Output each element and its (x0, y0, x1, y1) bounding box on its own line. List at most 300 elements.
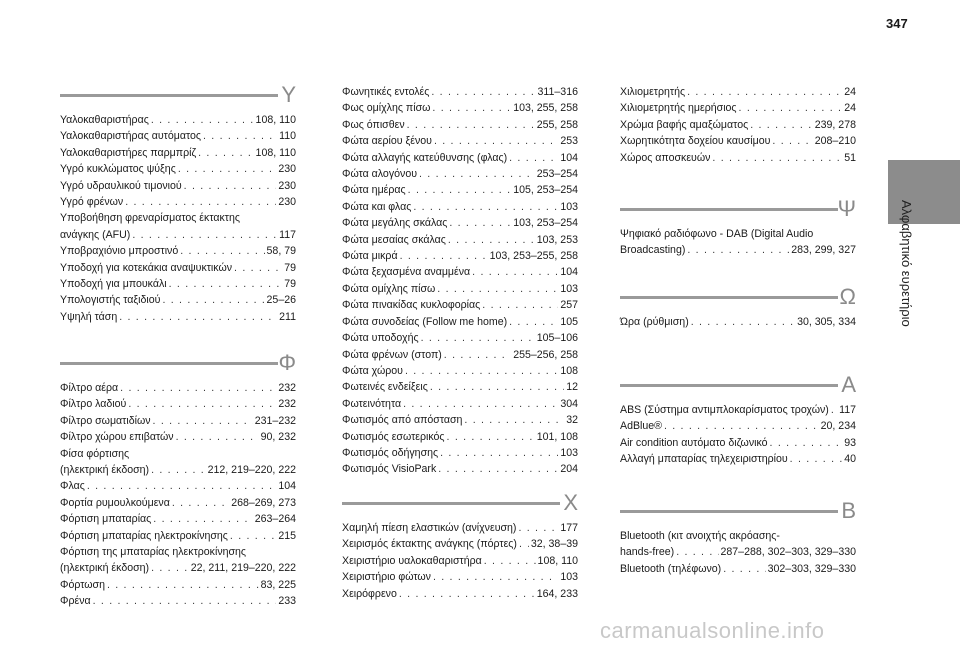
entry-leader-dots (176, 429, 259, 445)
index-entry (342, 100, 578, 116)
entry-page-refs: 177 (560, 522, 578, 534)
entry-term: Φώτα μικρά (342, 250, 398, 263)
entry-page-refs: 232 (278, 382, 296, 394)
entry-term: Φωνητικές εντολές (342, 86, 430, 98)
entry-page-refs: 230 (278, 196, 296, 209)
entry-term: Φωτισμός εσωτερικός (342, 430, 445, 443)
entry-term: Αλλαγή μπαταρίας τηλεχειριστηρίου (620, 453, 788, 466)
entry-leader-dots (430, 379, 564, 395)
entry-page-refs: 103, 253 (536, 233, 578, 246)
index-section-phi (60, 350, 296, 610)
entry-page-refs: 93 (844, 436, 856, 449)
entry-term: Φώτα υποδοχής (342, 332, 419, 345)
entry-page-refs: 40 (844, 453, 856, 466)
entry-page-refs: 230 (278, 163, 296, 176)
entry-list (620, 314, 856, 330)
entry-term: Φωτισμός VisioPark (342, 463, 437, 476)
index-section-phi-continued (342, 82, 578, 478)
entry-leader-dots (687, 242, 789, 258)
entry-term: Φίλτρο αέρα (60, 382, 119, 394)
index-entry (342, 396, 578, 412)
entry-sublist (620, 242, 856, 258)
entry-term: Χειριστήριο φώτων (342, 571, 431, 584)
index-section-upsilon (60, 82, 296, 325)
entry-page-refs: 287–288, 302–303, 329–330 (720, 546, 856, 559)
index-entry (342, 363, 578, 379)
entry-page-refs: 104 (278, 480, 296, 493)
side-tab-label (892, 200, 922, 460)
entry-leader-dots (750, 117, 813, 133)
entry-term: Υαλοκαθαριστήρας (60, 114, 149, 126)
entry-leader-dots (93, 593, 277, 609)
entry-term: Φως όπισθεν (342, 118, 405, 131)
entry-term: (ηλεκτρική έκδοση) (60, 562, 150, 575)
entry-term: Broadcasting) (620, 244, 686, 257)
entry-term: Air condition αυτόματο διζωνικό (620, 436, 768, 449)
entry-leader-dots (230, 528, 276, 544)
index-section-psi (620, 196, 856, 259)
entry-leader-dots (440, 445, 558, 461)
index-entry (60, 528, 296, 544)
entry-term: Φωτισμός από απόσταση (342, 414, 463, 427)
entry-term: Χιλιομετρητής (620, 86, 686, 98)
entry-page-refs: 268–269, 273 (231, 496, 296, 509)
entry-page-refs: 283, 299, 327 (791, 244, 856, 257)
entry-leader-dots (431, 84, 535, 100)
index-entry (60, 227, 296, 243)
entry-leader-dots (437, 281, 558, 297)
entry-term: Φωτεινότητα (342, 397, 402, 410)
entry-page-refs: 255–256, 258 (513, 348, 578, 361)
entry-leader-dots (413, 199, 558, 215)
index-entry (342, 520, 578, 536)
entry-leader-dots (518, 520, 558, 536)
entry-page-refs: 103 (560, 571, 578, 584)
entry-line: Ψηφιακό ραδιόφωνο - DAB (Digital Audio (620, 228, 814, 240)
entry-term: Φώτα πινακίδας κυκλοφορίας (342, 299, 481, 312)
entry-term: Φίλτρο χώρου επιβατών (60, 431, 174, 444)
entry-page-refs: 257 (560, 299, 578, 312)
index-entry (620, 451, 856, 467)
entry-page-refs: 108, 110 (255, 114, 296, 126)
entry-term: ABS (Σύστημα αντιμπλοκαρίσματος τροχών) (620, 404, 829, 416)
entry-term: Φώτα αλλαγής κατεύθυνσης (φλας) (342, 151, 508, 164)
entry-term: Φορτία ρυμουλκούμενα (60, 496, 170, 509)
watermark: carmanualsonline.info (600, 618, 825, 643)
entry-page-refs: 20, 234 (820, 420, 856, 433)
entry-page-refs: 12 (566, 381, 578, 394)
entry-leader-dots (184, 178, 277, 194)
entry-leader-dots (723, 561, 765, 577)
entry-line: Bluetooth (κιτ ανοιχτής ακρόασης- (620, 530, 780, 542)
entry-leader-dots (107, 577, 259, 593)
index-entry (342, 314, 578, 330)
entry-term: Φώτα συνοδείας (Follow me home) (342, 315, 508, 328)
entry-term: Υποδοχή για κοτεκάκια αναψυκτικών (60, 261, 233, 274)
entry-leader-dots (449, 215, 511, 231)
entry-leader-dots (234, 260, 282, 276)
entry-leader-dots (464, 412, 564, 428)
entry-leader-dots (153, 511, 252, 527)
entry-leader-dots (790, 451, 843, 467)
entry-page-refs: 211 (279, 310, 296, 323)
entry-page-refs: 79 (284, 261, 296, 274)
index-entry (342, 412, 578, 428)
index-entry (342, 117, 578, 133)
entry-leader-dots (484, 553, 536, 569)
entry-leader-dots (132, 227, 277, 243)
index-entry (620, 435, 856, 451)
entry-leader-dots (419, 166, 535, 182)
entry-list (620, 528, 856, 577)
entry-leader-dots (519, 536, 529, 552)
index-entry (342, 347, 578, 363)
entry-term: AdBlue® (620, 420, 662, 433)
section-divider (60, 94, 278, 97)
entry-page-refs: 204 (560, 463, 578, 476)
section-divider (620, 384, 838, 387)
entry-leader-dots (125, 194, 276, 210)
entry-leader-dots (509, 150, 558, 166)
entry-page-refs: 215 (278, 529, 296, 542)
entry-leader-dots (447, 429, 535, 445)
index-entry: Φόρτιση της μπαταρίας ηλεκτροκίνησης (60, 546, 247, 559)
entry-term: Υποδοχή για μπουκάλι (60, 278, 167, 291)
entry-term: Υγρό φρένων (60, 196, 124, 209)
entry-page-refs: 230 (278, 179, 296, 192)
entry-leader-dots (691, 314, 795, 330)
index-entry (342, 166, 578, 182)
entry-leader-dots (198, 145, 253, 161)
entry-term: Φώτα ημέρας (342, 184, 406, 197)
entry-term: hands-free) (620, 546, 675, 559)
index-entry (342, 429, 578, 445)
entry-term: (ηλεκτρική έκδοση) (60, 464, 150, 477)
index-entry (60, 462, 296, 478)
section-header (620, 498, 856, 526)
entry-sublist (620, 544, 856, 577)
entry-term: Υποβραχιόνιο μπροστινό (60, 245, 179, 258)
section-letter: Υ (281, 82, 296, 107)
section-letter: B (841, 498, 856, 523)
index-entry (620, 100, 856, 116)
section-header (620, 196, 856, 224)
entry-leader-dots (128, 396, 276, 412)
index-entry (342, 330, 578, 346)
entry-term: Φόρτιση μπαταρίας (60, 513, 152, 526)
entry-leader-dots (472, 264, 558, 280)
entry-term: Φλας (60, 480, 85, 493)
entry-page-refs: 108, 110 (537, 554, 578, 567)
entry-leader-dots (433, 569, 558, 585)
index-entry: Φίσα φόρτισης (60, 447, 130, 460)
entry-term: Χειρισμός έκτακτης ανάγκης (πόρτες) (342, 538, 517, 551)
entry-leader-dots (403, 396, 558, 412)
index-entry (60, 145, 296, 161)
index-entry (620, 418, 856, 434)
entry-leader-dots (178, 161, 277, 177)
index-entry (342, 553, 578, 569)
entry-page-refs: 90, 232 (260, 431, 296, 444)
index-entry (60, 178, 296, 194)
entry-leader-dots (432, 100, 511, 116)
entry-page-refs: 105, 253–254 (513, 184, 578, 197)
entry-term: Φώτα μεσαίας σκάλας (342, 233, 446, 246)
entry-term: Φώτα αλογόνου (342, 168, 417, 181)
index-entry (60, 511, 296, 527)
entry-page-refs: 103 (560, 282, 578, 295)
page-number: 347 (886, 16, 908, 31)
index-entry (60, 380, 296, 396)
entry-leader-dots (162, 292, 264, 308)
entry-leader-dots (153, 413, 253, 429)
entry-term: Φώτα ομίχλης πίσω (342, 282, 436, 295)
entry-term: Φώτα χώρου (342, 364, 403, 377)
index-entry (620, 117, 856, 133)
index-entry (60, 112, 296, 128)
entry-page-refs: 233 (278, 595, 296, 608)
entry-page-refs: 164, 233 (536, 587, 578, 600)
index-section-chi-continued (620, 82, 856, 166)
section-letter: Ψ (837, 196, 856, 221)
entry-leader-dots (399, 586, 535, 602)
entry-term: Φως ομίχλης πίσω (342, 102, 431, 115)
entry-leader-dots (676, 544, 718, 560)
index-entry (60, 309, 296, 325)
index-entry (620, 150, 856, 166)
entry-leader-dots (770, 435, 843, 451)
entry-term: Φωτισμός οδήγησης (342, 446, 439, 459)
entry-leader-dots (203, 128, 277, 144)
entry-page-refs: 32 (566, 414, 578, 427)
entry-page-refs: 58, 79 (266, 245, 296, 258)
index-entry (342, 232, 578, 248)
index-entry (342, 281, 578, 297)
index-entry (342, 586, 578, 602)
entry-leader-dots (434, 133, 558, 149)
entry-term: Bluetooth (τηλέφωνο) (620, 562, 722, 575)
entry-page-refs: 83, 225 (260, 578, 296, 591)
index-entry (60, 260, 296, 276)
section-header (60, 82, 296, 110)
entry-page-refs: 101, 108 (536, 430, 578, 443)
entry-page-refs: 263–264 (254, 513, 296, 526)
entry-list (342, 84, 578, 478)
entry-leader-dots (438, 461, 558, 477)
index-entry (342, 297, 578, 313)
entry-term: Χειρόφρενο (342, 587, 397, 600)
index-entry (60, 478, 296, 494)
entry-term: Υψηλή τάση (60, 310, 118, 323)
index-entry (60, 560, 296, 576)
section-divider (60, 362, 278, 365)
entry-page-refs: 253 (560, 135, 578, 148)
entry-page-refs: 239, 278 (814, 118, 856, 131)
entry-leader-dots (172, 495, 229, 511)
entry-page-refs: 30, 305, 334 (797, 316, 856, 328)
entry-term: Χωρητικότητα δοχείου καυσίμου (620, 135, 771, 148)
index-entry (342, 379, 578, 395)
entry-leader-dots (772, 133, 812, 149)
entry-term: Φόρτωση (60, 578, 105, 591)
entry-page-refs: 105 (560, 315, 578, 328)
entry-leader-dots (405, 363, 558, 379)
entry-page-refs: 24 (844, 102, 856, 115)
entry-page-refs: 255, 258 (536, 118, 578, 131)
section-header (342, 490, 578, 518)
entry-leader-dots (444, 347, 511, 363)
index-entry (60, 128, 296, 144)
index-entry (60, 396, 296, 412)
entry-page-refs: 51 (844, 151, 856, 164)
entry-page-refs: 110 (279, 130, 296, 143)
index-section-alpha (620, 372, 856, 468)
section-letter: A (841, 372, 856, 397)
entry-list (342, 520, 578, 602)
entry-term: Φώτα αερίου ξένου (342, 135, 432, 148)
entry-leader-dots (180, 243, 264, 259)
entry-term: Ώρα (ρύθμιση) (620, 316, 689, 328)
side-tab-text: Αλφαβητικό ευρετήριο (899, 200, 914, 327)
entry-leader-dots (87, 478, 276, 494)
entry-list (620, 402, 856, 468)
index-entry: Υποβοήθηση φρεναρίσματος έκτακτης (60, 212, 240, 225)
entry-page-refs: 22, 211, 219–220, 222 (190, 562, 296, 575)
index-section-beta (620, 498, 856, 577)
entry-page-refs: 105–106 (536, 332, 578, 345)
entry-list (60, 380, 296, 610)
index-entry (620, 133, 856, 149)
entry-leader-dots (120, 380, 276, 396)
section-divider (620, 510, 838, 513)
entry-leader-dots (408, 182, 512, 198)
entry-term: ανάγκης (AFU) (60, 228, 131, 241)
entry-page-refs: 117 (279, 228, 296, 241)
section-letter: Φ (278, 350, 296, 375)
section-letter: Χ (563, 490, 578, 515)
index-entry (620, 544, 856, 560)
index-entry (342, 215, 578, 231)
entry-page-refs: 104 (560, 266, 578, 279)
section-divider (342, 502, 560, 505)
entry-term: Υαλοκαθαριστήρας αυτόματος (60, 130, 202, 143)
entry-term: Φρένα (60, 595, 91, 608)
section-divider (620, 296, 838, 299)
index-entry (60, 593, 296, 609)
index-entry (60, 429, 296, 445)
entry-page-refs: 103, 253–254 (513, 217, 578, 230)
entry-leader-dots (421, 330, 535, 346)
index-entry (342, 461, 578, 477)
index-entry (60, 161, 296, 177)
index-entry (620, 84, 856, 100)
entry-list (60, 112, 296, 325)
entry-leader-dots (482, 297, 558, 313)
index-entry (342, 133, 578, 149)
entry-page-refs: 108, 110 (255, 146, 296, 159)
section-header (60, 350, 296, 378)
entry-term: Φίλτρο σωματιδίων (60, 414, 151, 427)
entry-page-refs: 108 (560, 364, 578, 377)
entry-leader-dots (407, 117, 535, 133)
index-entry (342, 182, 578, 198)
index-section-chi (342, 490, 578, 602)
index-entry (60, 292, 296, 308)
entry-page-refs: 208–210 (814, 135, 856, 148)
entry-term: Χαμηλή πίεση ελαστικών (ανίχνευση) (342, 522, 517, 534)
entry-term: Φώτα ξεχασμένα αναμμένα (342, 266, 471, 279)
entry-term: Χιλιομετρητής ημερήσιος (620, 102, 737, 115)
entry-term: Υγρό κυκλώματος ψύξης (60, 163, 176, 176)
entry-list (620, 226, 856, 259)
entry-list (620, 84, 856, 166)
index-entry (620, 561, 856, 577)
entry-term: Υγρό υδραυλικού τιμονιού (60, 179, 182, 192)
entry-term: Χειριστήριο υαλοκαθαριστήρα (342, 554, 482, 567)
entry-page-refs: 117 (839, 404, 856, 416)
section-letter: Ω (839, 284, 856, 309)
index-entry (60, 577, 296, 593)
entry-page-refs: 103 (560, 200, 578, 213)
entry-page-refs: 103, 253–255, 258 (489, 250, 578, 263)
entry-page-refs: 253–254 (536, 168, 578, 181)
index-entry (342, 264, 578, 280)
entry-leader-dots (664, 418, 819, 434)
index-entry (60, 495, 296, 511)
entry-page-refs: 24 (844, 86, 856, 98)
entry-term: Φωτεινές ενδείξεις (342, 381, 428, 394)
entry-page-refs: 212, 219–220, 222 (207, 464, 296, 477)
index-entry (342, 569, 578, 585)
section-header (620, 372, 856, 400)
entry-page-refs: 302–303, 329–330 (767, 562, 856, 575)
entry-leader-dots (831, 402, 837, 418)
section-header (620, 284, 856, 312)
index-entry (342, 150, 578, 166)
entry-term: Φώτα φρένων (στοπ) (342, 348, 442, 361)
index-entry (60, 243, 296, 259)
entry-leader-dots (151, 560, 189, 576)
entry-term: Φίλτρο λαδιού (60, 398, 127, 411)
index-entry (342, 536, 578, 552)
index-entry (620, 402, 856, 418)
index-entry (342, 199, 578, 215)
entry-page-refs: 79 (284, 278, 296, 291)
entry-page-refs: 104 (560, 151, 578, 164)
entry-page-refs: 103 (560, 446, 578, 459)
entry-term: Υπολογιστής ταξιδιού (60, 294, 161, 307)
entry-page-refs: 103, 255, 258 (513, 102, 578, 115)
entry-page-refs: 25–26 (266, 294, 296, 307)
index-entry (342, 445, 578, 461)
entry-leader-dots (400, 248, 488, 264)
entry-page-refs: 32, 38–39 (530, 538, 578, 551)
entry-leader-dots (151, 112, 254, 128)
index-entry (60, 194, 296, 210)
entry-term: Χώρος αποσκευών (620, 151, 711, 164)
entry-page-refs: 311–316 (537, 86, 578, 98)
entry-leader-dots (712, 150, 842, 166)
entry-leader-dots (687, 84, 842, 100)
entry-leader-dots (151, 462, 206, 478)
index-entry (620, 314, 856, 330)
entry-leader-dots (509, 314, 558, 330)
entry-page-refs: 231–232 (254, 414, 296, 427)
entry-page-refs: 304 (560, 397, 578, 410)
entry-term: Φώτα μεγάλης σκάλας (342, 217, 448, 230)
section-divider (620, 208, 838, 211)
index-entry (60, 413, 296, 429)
